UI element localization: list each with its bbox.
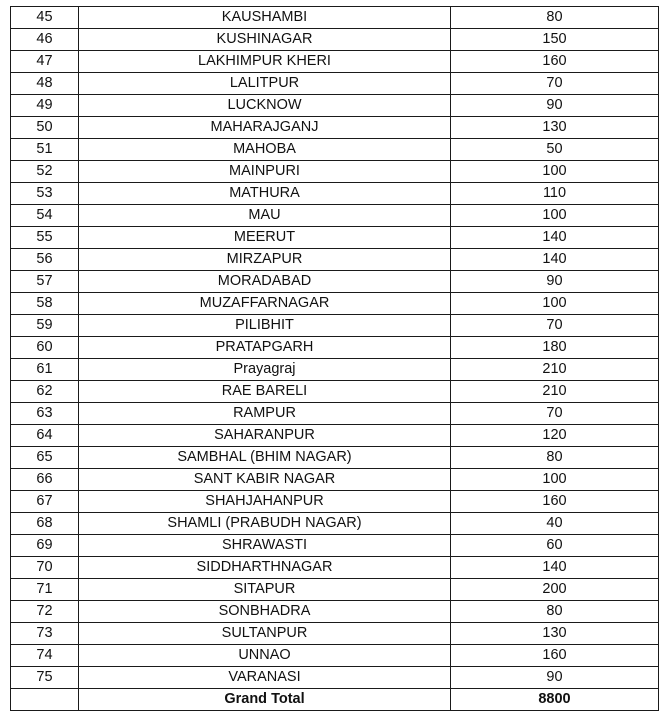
value-cell: 180 (451, 337, 659, 359)
table-row (11, 95, 659, 117)
value-cell: 90 (451, 95, 659, 117)
value-cell: 100 (451, 205, 659, 227)
value-cell: 80 (451, 447, 659, 469)
district-name-cell: MAINPURI (79, 161, 451, 183)
district-name-cell: Prayagraj (79, 359, 451, 381)
grand-total-value: 8800 (451, 689, 659, 711)
district-name-cell: LAKHIMPUR KHERI (79, 51, 451, 73)
table-row (11, 7, 659, 29)
district-name-cell: SHRAWASTI (79, 535, 451, 557)
value-cell: 100 (451, 293, 659, 315)
row-number-cell: 74 (11, 645, 79, 667)
value-cell: 100 (451, 161, 659, 183)
row-number-cell: 67 (11, 491, 79, 513)
row-number-cell: 73 (11, 623, 79, 645)
row-number-cell: 66 (11, 469, 79, 491)
value-cell: 70 (451, 403, 659, 425)
value-cell: 160 (451, 645, 659, 667)
table-row (11, 623, 659, 645)
district-name-cell: LALITPUR (79, 73, 451, 95)
table-row (11, 183, 659, 205)
district-name-cell: MUZAFFARNAGAR (79, 293, 451, 315)
value-cell: 140 (451, 227, 659, 249)
district-name-cell: MATHURA (79, 183, 451, 205)
document-sheet (10, 6, 658, 711)
row-number-cell: 48 (11, 73, 79, 95)
district-name-cell: VARANASI (79, 667, 451, 689)
row-number-cell: 69 (11, 535, 79, 557)
district-name-cell: MORADABAD (79, 271, 451, 293)
table-row (11, 645, 659, 667)
grand-total-number-cell (11, 689, 79, 711)
district-name-cell: SIDDHARTHNAGAR (79, 557, 451, 579)
value-cell: 90 (451, 271, 659, 293)
grand-total-row (11, 689, 659, 711)
row-number-cell: 62 (11, 381, 79, 403)
row-number-cell: 61 (11, 359, 79, 381)
row-number-cell: 53 (11, 183, 79, 205)
row-number-cell: 54 (11, 205, 79, 227)
value-cell: 200 (451, 579, 659, 601)
table-row (11, 535, 659, 557)
row-number-cell: 75 (11, 667, 79, 689)
district-name-cell: MAHARAJGANJ (79, 117, 451, 139)
row-number-cell: 59 (11, 315, 79, 337)
district-name-cell: KUSHINAGAR (79, 29, 451, 51)
row-number-cell: 52 (11, 161, 79, 183)
table-row (11, 249, 659, 271)
district-name-cell: KAUSHAMBI (79, 7, 451, 29)
value-cell: 210 (451, 381, 659, 403)
district-name-cell: MAU (79, 205, 451, 227)
district-name-cell: MAHOBA (79, 139, 451, 161)
district-name-cell: LUCKNOW (79, 95, 451, 117)
table-row (11, 601, 659, 623)
row-number-cell: 55 (11, 227, 79, 249)
table-row (11, 403, 659, 425)
table-row (11, 513, 659, 535)
row-number-cell: 65 (11, 447, 79, 469)
value-cell: 160 (451, 51, 659, 73)
value-cell: 130 (451, 117, 659, 139)
district-allocation-table (10, 6, 659, 711)
row-number-cell: 60 (11, 337, 79, 359)
district-name-cell: MEERUT (79, 227, 451, 249)
value-cell: 210 (451, 359, 659, 381)
district-name-cell: MIRZAPUR (79, 249, 451, 271)
row-number-cell: 57 (11, 271, 79, 293)
table-row (11, 469, 659, 491)
table-row (11, 161, 659, 183)
district-name-cell: SAMBHAL (BHIM NAGAR) (79, 447, 451, 469)
value-cell: 90 (451, 667, 659, 689)
grand-total-label: Grand Total (79, 689, 451, 711)
district-name-cell: SAHARANPUR (79, 425, 451, 447)
table-row (11, 579, 659, 601)
district-name-cell: SONBHADRA (79, 601, 451, 623)
table-row (11, 29, 659, 51)
table-row (11, 227, 659, 249)
row-number-cell: 68 (11, 513, 79, 535)
value-cell: 160 (451, 491, 659, 513)
table-row (11, 491, 659, 513)
table-row (11, 51, 659, 73)
table-row (11, 425, 659, 447)
value-cell: 140 (451, 557, 659, 579)
value-cell: 140 (451, 249, 659, 271)
district-name-cell: PILIBHIT (79, 315, 451, 337)
district-name-cell: SITAPUR (79, 579, 451, 601)
district-name-cell: RAMPUR (79, 403, 451, 425)
district-name-cell: SANT KABIR NAGAR (79, 469, 451, 491)
district-name-cell: RAE BARELI (79, 381, 451, 403)
table-row (11, 381, 659, 403)
value-cell: 150 (451, 29, 659, 51)
district-name-cell: UNNAO (79, 645, 451, 667)
value-cell: 40 (451, 513, 659, 535)
table-row (11, 447, 659, 469)
row-number-cell: 49 (11, 95, 79, 117)
row-number-cell: 51 (11, 139, 79, 161)
value-cell: 120 (451, 425, 659, 447)
row-number-cell: 72 (11, 601, 79, 623)
table-row (11, 359, 659, 381)
table-row (11, 271, 659, 293)
value-cell: 70 (451, 315, 659, 337)
value-cell: 50 (451, 139, 659, 161)
row-number-cell: 58 (11, 293, 79, 315)
district-name-cell: SULTANPUR (79, 623, 451, 645)
row-number-cell: 46 (11, 29, 79, 51)
district-name-cell: PRATAPGARH (79, 337, 451, 359)
row-number-cell: 70 (11, 557, 79, 579)
row-number-cell: 47 (11, 51, 79, 73)
table-row (11, 337, 659, 359)
value-cell: 100 (451, 469, 659, 491)
row-number-cell: 50 (11, 117, 79, 139)
value-cell: 60 (451, 535, 659, 557)
table-row (11, 315, 659, 337)
table-row (11, 139, 659, 161)
row-number-cell: 56 (11, 249, 79, 271)
table-row (11, 117, 659, 139)
table-row (11, 73, 659, 95)
value-cell: 80 (451, 7, 659, 29)
district-name-cell: SHAHJAHANPUR (79, 491, 451, 513)
district-name-cell: SHAMLI (PRABUDH NAGAR) (79, 513, 451, 535)
row-number-cell: 63 (11, 403, 79, 425)
value-cell: 110 (451, 183, 659, 205)
table-row (11, 557, 659, 579)
table-body (11, 7, 659, 689)
row-number-cell: 71 (11, 579, 79, 601)
row-number-cell: 45 (11, 7, 79, 29)
value-cell: 130 (451, 623, 659, 645)
value-cell: 80 (451, 601, 659, 623)
value-cell: 70 (451, 73, 659, 95)
row-number-cell: 64 (11, 425, 79, 447)
table-row (11, 293, 659, 315)
table-row (11, 667, 659, 689)
table-row (11, 205, 659, 227)
